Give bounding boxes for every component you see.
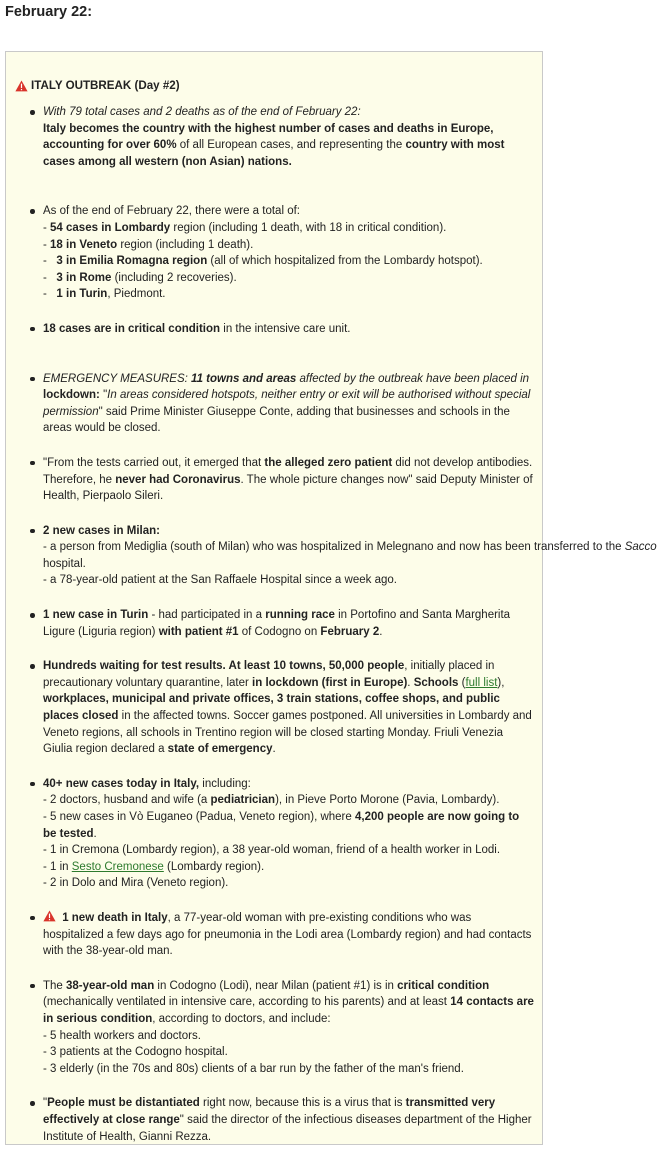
item-text: did not develop antibodies. Therefore, he xyxy=(43,456,533,486)
item-text: - xyxy=(43,255,57,268)
item-text: . xyxy=(272,743,276,756)
item-text: in the affected towns. Soccer games postponed. All universities in Lombardy and Veneto regions, all schools in Trentino region will be closed starting Monday. Friuli Venezia Giulia region declared a xyxy=(43,710,532,756)
item-text: - a 78-year-old patient at the San Raffaele Hospital since a week ago. xyxy=(43,574,397,587)
item-text: As of the end of February 22, there were a total of: xyxy=(43,205,300,218)
item-text: The xyxy=(43,979,67,992)
bold-text: workplaces, municipal and private offices, 3 train stations, coffee shops, and public places closed xyxy=(43,693,500,723)
bold-text: February 2 xyxy=(320,625,380,638)
item-text: - 3 elderly (in the 70s and 80s) clients of a bar run by the father of the man's friend. xyxy=(43,1062,464,1075)
news-item xyxy=(43,321,542,338)
bold-text: the alleged zero patient xyxy=(264,456,393,469)
item-text: in Portofino and Santa Margherita Ligure (Liguria region) xyxy=(43,609,511,638)
bold-text: 4,200 people are now going to be tested xyxy=(43,811,520,840)
item-text: - 1 in Cremona (Lombardy region), a 38 year-old woman, friend of a health worker in Lodi. xyxy=(43,844,501,857)
bold-text: state of emergency xyxy=(167,743,273,756)
item-text: "From the tests carried out, it emerged that xyxy=(43,456,265,469)
bold-text: pediatrician xyxy=(210,794,276,807)
bold-text: in lockdown (first in Europe) xyxy=(252,676,408,689)
outbreak-report-box xyxy=(5,51,657,1145)
date-heading: February 22: xyxy=(5,4,93,20)
item-text: - 3 patients at the Codogno hospital. xyxy=(43,1046,228,1059)
item-text: (all of which hospitalized from the Lombardy hotspot). xyxy=(207,255,483,268)
bold-text: 2 new cases in Milan: xyxy=(43,524,160,537)
item-text: . xyxy=(407,676,414,689)
news-item xyxy=(43,776,542,892)
italic-text: EMERGENCY MEASURES: xyxy=(43,372,192,385)
bold-text: 1 new case in Turin xyxy=(43,609,149,622)
news-item xyxy=(43,1095,542,1145)
italic-text: In areas considered hotspots, neither entry or exit will be authorised without special permission xyxy=(43,389,531,418)
news-item xyxy=(43,104,542,170)
bold-text: never had Coronavirus xyxy=(115,473,241,486)
bold-text: 1 new death in Italy xyxy=(59,911,168,924)
item-text: ( xyxy=(458,676,466,689)
bold-text: 18 cases are in critical condition xyxy=(43,322,221,335)
bold-text: critical condition xyxy=(397,979,490,992)
item-text: - 1 in xyxy=(43,860,72,873)
item-text: " said the director of the infectious diseases department of the Higher Institute of Health, Gianni Rezza. xyxy=(43,1113,532,1143)
item-text: " xyxy=(43,1097,48,1110)
outbreak-title xyxy=(15,79,180,92)
news-item xyxy=(43,523,657,589)
item-text: - had participated in a xyxy=(148,609,266,622)
item-text: ), xyxy=(497,676,505,689)
news-item xyxy=(43,658,542,758)
item-text: - xyxy=(43,288,57,301)
item-text: (Lombardy region). xyxy=(163,860,265,873)
item-text: region (including 1 death). xyxy=(117,238,254,251)
warning-icon xyxy=(43,910,56,922)
news-item xyxy=(43,455,542,505)
bold-text: Schools xyxy=(413,676,459,689)
item-text: (including 2 recoveries). xyxy=(111,271,237,284)
italic-text: : xyxy=(357,106,361,118)
bold-text: 3 in Emilia Romagna region xyxy=(56,255,208,268)
bold-text: 38-year-old man xyxy=(66,979,155,992)
bold-text: with patient #1 xyxy=(158,625,239,638)
bold-text: People must be distantiated xyxy=(47,1097,200,1110)
italic-text: Sacco xyxy=(624,541,657,554)
news-item xyxy=(43,607,542,640)
item-text: ), in Pieve Porto Morone (Pavia, Lombardy). xyxy=(275,794,500,807)
item-text: " xyxy=(99,389,108,402)
bold-text: 40+ new cases today in Italy, xyxy=(43,777,200,790)
item-text: - 2 in Dolo and Mira (Veneto region). xyxy=(43,877,229,890)
item-text: , a 77-year-old woman with pre-existing conditions who was hospitalized a few days ago for pneumonia in the Lodi area (Lombardy region) and had contacts with the 38-year-old man. xyxy=(43,911,532,958)
news-item xyxy=(43,371,542,437)
news-item xyxy=(43,978,542,1078)
item-text: including: xyxy=(199,777,251,790)
item-text: - xyxy=(43,221,51,234)
news-item xyxy=(43,910,542,960)
bold-text: 3 in Rome xyxy=(56,271,112,284)
bold-text: 54 cases in Lombardy xyxy=(50,221,171,234)
item-text: , initially placed in precautionary voluntary quarantine, later xyxy=(43,660,495,689)
bold-text: 18 in Veneto xyxy=(50,238,118,251)
item-text: in the intensive care unit. xyxy=(220,322,351,335)
item-text: - xyxy=(43,271,57,284)
text-link[interactable]: Sesto Cremonese xyxy=(71,860,164,873)
item-text: in Codogno (Lodi), near Milan (patient #1) is in xyxy=(154,979,398,992)
item-text: of Codogno on xyxy=(238,625,321,638)
item-text: right now, because this is a virus that is xyxy=(199,1097,406,1110)
item-text: - 2 doctors, husband and wife (a xyxy=(43,794,211,807)
text-link[interactable]: full list xyxy=(465,676,498,689)
bold-text: transmitted very effectively at close range xyxy=(43,1097,496,1126)
italic-text: affected by the outbreak have been placed in xyxy=(296,372,530,385)
bold-text: 1 in Turin xyxy=(56,288,108,301)
bold-text: 14 contacts are in serious condition xyxy=(43,996,534,1025)
outbreak-title-text: ITALY OUTBREAK (Day #2) xyxy=(31,79,180,92)
item-text: region (including 1 death, with 18 in critical condition). xyxy=(170,221,447,234)
italic-text: With 79 total cases and 2 deaths as of the end of February 22 xyxy=(43,106,358,118)
item-text: . The whole picture changes now" said Deputy Minister of Health, Pierpaolo Sileri. xyxy=(43,473,533,503)
news-item xyxy=(43,203,542,303)
item-text: - xyxy=(43,238,51,251)
bold-italic-text: 11 towns and areas xyxy=(191,372,297,385)
item-text: , Piedmont. xyxy=(107,288,166,301)
warning-icon xyxy=(15,80,28,92)
bold-text: country with most cases among all western (non Asian) nations. xyxy=(43,139,505,168)
bold-text: running race xyxy=(265,609,335,622)
bold-text: Italy becomes the country with the highest number of cases and deaths in Europe, accounting for over 60% xyxy=(43,122,494,152)
bold-text: lockdown: xyxy=(43,389,100,402)
item-text: (mechanically ventilated in intensive care, according to his parents) and at least xyxy=(43,996,451,1009)
item-text: of all European cases, and representing the xyxy=(176,139,406,152)
item-text: - 5 health workers and doctors. xyxy=(43,1029,201,1042)
item-text: " said Prime Minister Giuseppe Conte, adding that businesses and schools in the areas would be closed. xyxy=(43,405,510,435)
item-text: hospital. xyxy=(43,557,86,570)
item-text: . xyxy=(379,625,383,638)
bold-text: Hundreds waiting for test results. At least 10 towns, 50,000 people xyxy=(43,660,405,673)
item-text: , according to doctors, and include: xyxy=(152,1012,331,1025)
item-text: . xyxy=(93,827,97,840)
news-list xyxy=(6,104,657,1145)
item-text: - 5 new cases in Vò Euganeo (Padua, Veneto region), where xyxy=(43,811,355,823)
item-text: - a person from Mediglia (south of Milan) who was hospitalized in Melegnano and now has been transferred to the xyxy=(43,541,625,554)
